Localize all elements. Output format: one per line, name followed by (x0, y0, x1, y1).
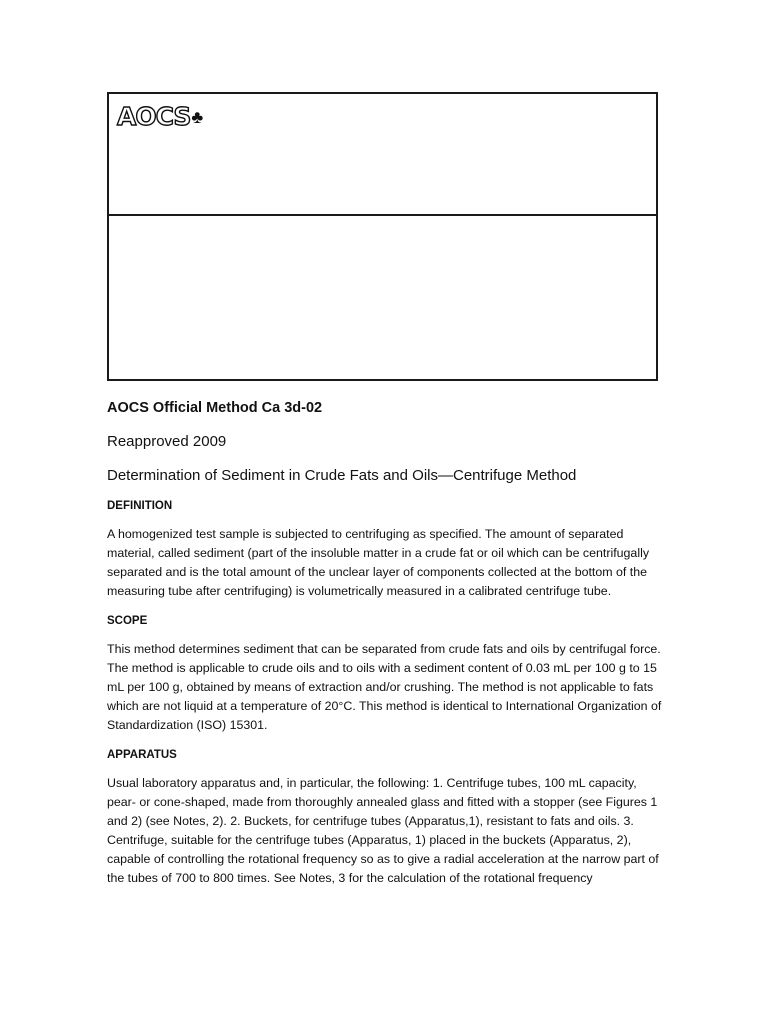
club-icon: ♣ (191, 107, 204, 127)
reapproved-line: Reapproved 2009 (107, 433, 227, 450)
method-title: AOCS Official Method Ca 3d-02 (107, 400, 323, 416)
header-divider (109, 214, 656, 216)
document-body (107, 398, 667, 888)
scope-heading: SCOPE (107, 615, 148, 627)
apparatus-text: Usual laboratory apparatus and, in particular, the following: 1. Centrifuge tubes, 100 mL capacity, pear- or cone-shaped, made from thoroughly annealed glass and fitted with a stopper (see Figures 1 and 2) (see Notes, 2). 2. Buckets, for centrifuge tubes (Apparatus,1), resistant to fats and oils. 3. Centrifuge, suitable for the centrifuge tubes (Apparatus, 1) placed in the buckets (Apparatus, 2), capable of controlling the rotational frequency so as to give a radial acceleration at the narrow part of the tubes of 700 to 800 times. See Notes, 3 for the calculation of the rotational frequency (107, 776, 659, 885)
apparatus-heading: APPARATUS (107, 749, 177, 761)
header-box (107, 92, 658, 381)
document-title: Determination of Sediment in Crude Fats and Oils—Centrifuge Method (107, 467, 577, 484)
definition-text: A homogenized test sample is subjected to centrifuging as specified. The amount of separated material, called sediment (part of the insoluble matter in a crude fat or oil which can be centrifugally separated and is the total amount of the unclear layer of components collected at the bottom of the measuring tube after centrifuging) is volumetrically measured in a calibrated centrifuge tube. (107, 527, 650, 598)
scope-text: This method determines sediment that can be separated from crude fats and oils by centrifugal force. The method is applicable to crude oils and to oils with a sediment content of 0.03 mL per 100 g to 15 mL per 100 g, obtained by means of extraction and/or crushing. The method is not applicable to fats which are not liquid at a temperature of 20°C. This method is identical to International Organization of Standardization (ISO) 15301. (107, 642, 662, 732)
logo-text: AOCS (117, 102, 191, 131)
definition-heading: DEFINITION (107, 500, 173, 512)
aocs-logo (117, 104, 203, 130)
